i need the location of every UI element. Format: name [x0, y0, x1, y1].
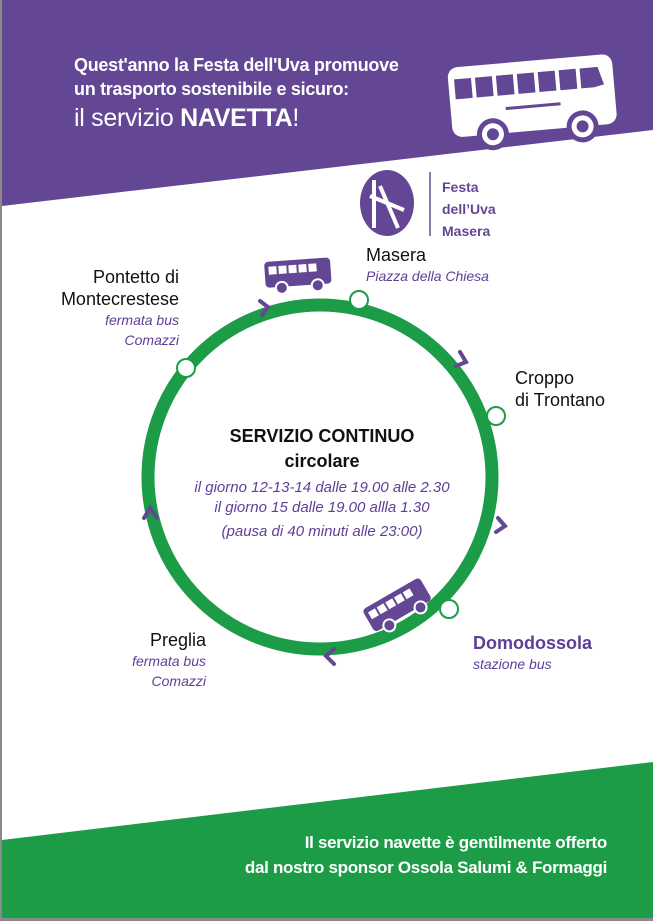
stop-masera: [366, 244, 489, 286]
stop-name: Preglia: [149, 630, 206, 650]
stop-name: Montecrestese: [60, 289, 179, 309]
stop-detail: fermata bus: [132, 653, 206, 669]
logo-line-1: Festa: [442, 179, 479, 195]
stop-detail: Piazza della Chiesa: [366, 268, 489, 284]
service-line-3: (pausa di 40 minuti alle 23:00): [221, 523, 423, 540]
stop-detail: Comazzi: [151, 673, 206, 689]
service-subtitle: circolare: [284, 451, 360, 471]
arrow-icon: [456, 352, 466, 366]
service-line-2: il giorno 15 dalle 19.00 allla 1.30: [214, 499, 430, 516]
stop-pontetto: [61, 266, 179, 350]
header-line-2: un trasporto sostenibile e sicuro:: [74, 79, 349, 99]
small-bus-icon: [264, 257, 332, 295]
footer-line-2: dal nostro sponsor Ossola Salumi & Formaggi: [244, 858, 607, 877]
header-line-3: [74, 104, 299, 133]
stop-marker-pontetto: [177, 359, 195, 377]
stop-name: Croppo: [515, 368, 575, 388]
header-suffix: !: [292, 104, 300, 132]
stop-croppo: [515, 367, 605, 411]
festa-uva-logo-icon: [360, 170, 430, 236]
logo-line-3: Masera: [442, 223, 491, 239]
stop-marker-masera: [350, 291, 368, 309]
flyer: [2, 0, 653, 918]
route-circle: [148, 305, 492, 649]
header-prefix: il servizio: [74, 104, 181, 132]
stop-marker-domodossola: [440, 600, 458, 618]
arrow-icon: [496, 518, 505, 532]
logo-text: [442, 176, 496, 242]
service-line-1: il giorno 12-13-14 dalle 19.00 alle 2.30: [194, 479, 450, 496]
stop-detail: Comazzi: [124, 332, 179, 348]
stop-preglia: [132, 629, 206, 691]
footer-line-1: Il servizio navette è gentilmente offerto: [304, 833, 607, 852]
header-line-1: Quest'anno la Festa dell'Uva promuove: [74, 55, 399, 75]
stop-name: Pontetto di: [92, 267, 179, 287]
header-navetta: NAVETTA: [180, 104, 293, 132]
stop-name: Masera: [366, 245, 427, 265]
logo-line-2: dell’Uva: [442, 201, 496, 217]
stop-name: Domodossola: [473, 633, 593, 653]
footer-text: [245, 830, 607, 880]
stop-domodossola: [473, 632, 592, 674]
stop-name: di Trontano: [515, 390, 606, 410]
stop-detail: fermata bus: [105, 312, 179, 328]
service-title: SERVIZIO CONTINUO: [229, 426, 415, 446]
stop-detail: stazione bus: [473, 656, 552, 672]
stop-marker-croppo: [487, 407, 505, 425]
